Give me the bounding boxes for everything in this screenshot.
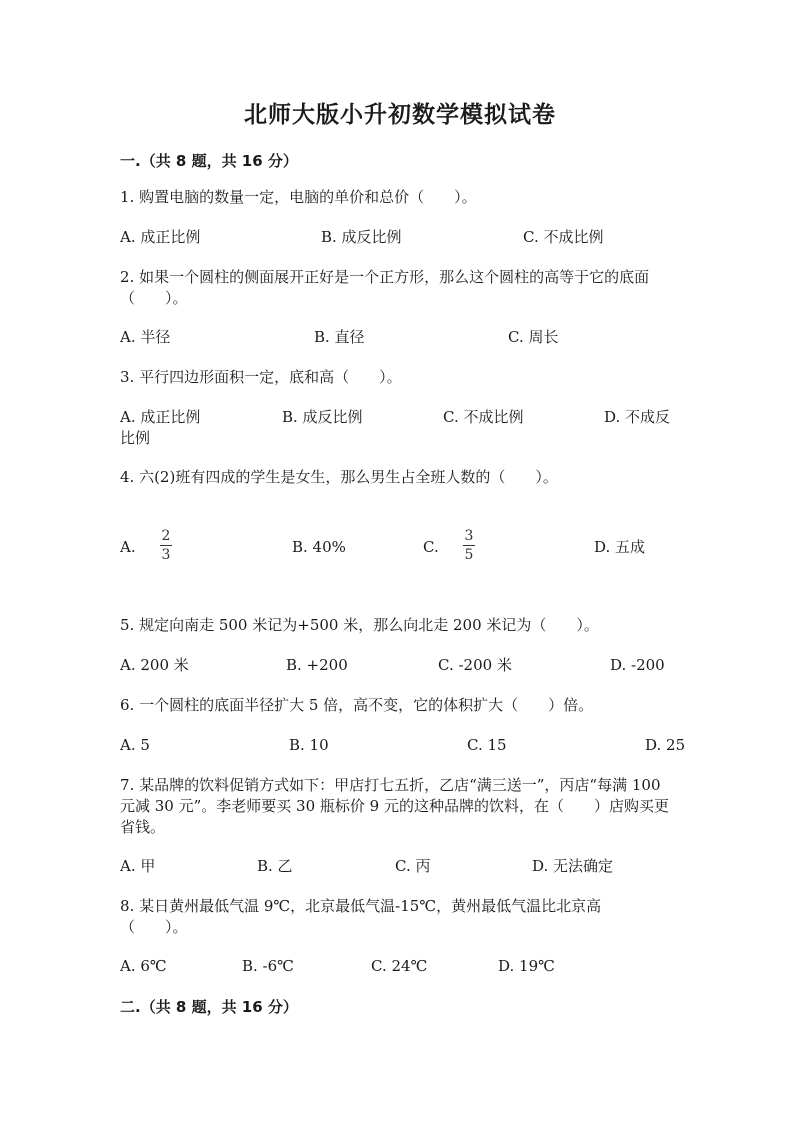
option-b: B. 10: [289, 736, 329, 754]
option-d: D. 25: [645, 736, 686, 754]
option-b: B. 成反比例: [321, 228, 402, 246]
option-d: D. 19℃: [498, 957, 555, 975]
option-c: C. 15: [467, 736, 507, 754]
option-c: C. 丙: [395, 857, 431, 875]
option-a: A. 成正比例: [120, 228, 201, 246]
question-text: 2. 如果一个圆柱的侧面展开正好是一个正方形，那么这个圆柱的高等于它的底面（ ）。: [120, 268, 650, 307]
option-a: A. 甲: [120, 857, 156, 875]
page-title: 北师大版小升初数学模拟试卷: [244, 102, 556, 128]
option-a: A.: [120, 538, 136, 556]
fraction-numerator: 3: [464, 528, 474, 544]
option-d: D. -200: [610, 656, 665, 674]
option-d: D. 无法确定: [532, 857, 614, 875]
option-a: A. 6℃: [120, 957, 167, 975]
fraction-bar: [160, 545, 172, 546]
question-text: 8. 某日黄州最低气温 9℃，北京最低气温-15℃，黄州最低气温比北京高（ ）。: [120, 897, 602, 936]
section-heading-2: 二.（共 8 题，共 16 分）: [120, 998, 298, 1016]
question-text: 6. 一个圆柱的底面半径扩大 5 倍，高不变，它的体积扩大（ ）倍。: [120, 696, 594, 714]
option-b: B. 成反比例: [282, 408, 363, 426]
option-d: D. 不成反比例: [120, 408, 671, 447]
option-b: B. -6℃: [242, 957, 294, 975]
option-a: A. 半径: [120, 328, 171, 346]
section-heading-1: 一.（共 8 题，共 16 分）: [120, 152, 298, 170]
option-b: B. 直径: [314, 328, 365, 346]
fraction-bar: [463, 545, 475, 546]
option-a: A. 5: [120, 736, 150, 754]
fraction-three-fifths: [463, 528, 475, 563]
option-d: D. 五成: [594, 538, 646, 556]
fraction-numerator: 2: [161, 528, 171, 544]
option-a: A. 200 米: [120, 656, 189, 674]
option-c: C.: [423, 538, 439, 556]
option-a: A. 成正比例: [120, 408, 201, 426]
option-c: C. 不成比例: [523, 228, 604, 246]
option-b: B. +200: [286, 656, 348, 674]
question-text: 3. 平行四边形面积一定，底和高（ ）。: [120, 368, 402, 386]
question-text: 5. 规定向南走 500 米记为+500 米，那么向北走 200 米记为（ ）。: [120, 616, 599, 634]
option-c: C. -200 米: [438, 656, 512, 674]
option-c: C. 不成比例: [443, 408, 524, 426]
question-text: 1. 购置电脑的数量一定，电脑的单价和总价（ ）。: [120, 188, 477, 206]
option-b: B. 乙: [257, 857, 293, 875]
option-b: B. 40%: [292, 538, 346, 556]
option-c: C. 周长: [508, 328, 559, 346]
fraction-denominator: 3: [161, 547, 171, 563]
fraction-denominator: 5: [464, 547, 474, 563]
question-text: 7. 某品牌的饮料促销方式如下：甲店打七五折，乙店“满三送一”，丙店“每满 100 元减 30 元”。李老师要买 30 瓶标价 9 元的这种品牌的饮料，在（ ）店购买更省钱。: [120, 776, 669, 836]
option-c: C. 24℃: [371, 957, 428, 975]
fraction-two-thirds: [160, 528, 172, 563]
question-text: 4. 六(2)班有四成的学生是女生，那么男生占全班人数的（ ）。: [120, 468, 558, 486]
